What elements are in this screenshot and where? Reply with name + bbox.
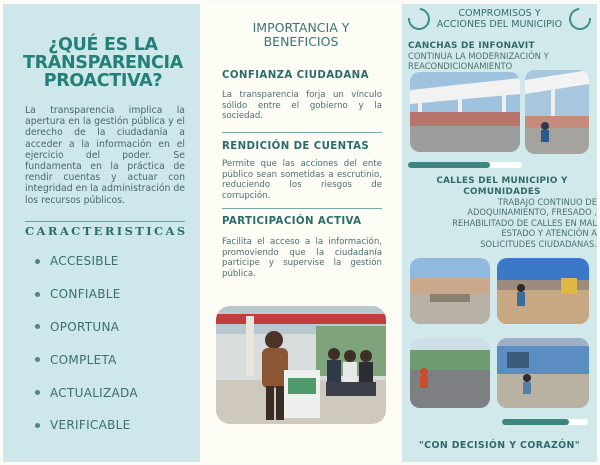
characteristics-heading: CARACTERISTICAS — [25, 224, 188, 238]
section-title-participacion: PARTICIPACIÓN ACTIVA — [222, 216, 362, 227]
list-item — [35, 278, 138, 311]
middle-heading — [202, 21, 400, 49]
intro-paragraph: La transparencia implica la apertura en la gestión pública y el derecho de la ciudadanía a acceder a la información en el ejercicio del poder. Se fundamenta en la práctica de rendir cuentas y actuar con integridad en la administración de los recursos públicos. — [25, 105, 185, 206]
middle-heading-line: BENEFICIOS — [263, 34, 339, 49]
slogan: "CON DECISIÓN Y CORAZÓN" — [418, 440, 581, 451]
progress-bar — [502, 419, 588, 425]
divider — [25, 221, 185, 222]
section-title-line: CALLES DEL MUNICIPIO Y — [436, 176, 568, 186]
court-photo — [525, 70, 589, 154]
divider — [222, 132, 382, 133]
section-text-calles — [412, 197, 597, 249]
court-photo-graphic — [410, 72, 520, 152]
middle-panel — [202, 4, 400, 462]
characteristic-label: CONFIABLE — [50, 287, 121, 302]
street-photo-graphic — [410, 338, 490, 408]
street-photo — [497, 338, 589, 408]
progress-bar-fill — [502, 419, 569, 425]
section-text-line: ESTADO Y ATENCIÓN A — [501, 228, 597, 239]
right-heading — [402, 8, 597, 30]
list-item — [35, 311, 138, 344]
street-photo — [410, 258, 490, 324]
section-title-canchas: CANCHAS DE INFONAVIT — [408, 41, 535, 51]
court-photo — [410, 72, 520, 152]
bullet-icon — [35, 423, 40, 428]
characteristic-label: OPORTUNA — [50, 319, 120, 334]
section-title-line: COMUNIDADES — [463, 186, 541, 197]
right-heading-line: ACCIONES DEL MUNICIPIO — [436, 19, 563, 30]
event-photo — [216, 306, 386, 424]
characteristic-label: COMPLETA — [50, 352, 117, 367]
list-item — [35, 409, 138, 442]
characteristic-label: ACTUALIZADA — [50, 385, 138, 400]
right-heading-line: COMPROMISOS Y — [458, 8, 541, 19]
section-title-confianza: CONFIANZA CIUDADANA — [222, 70, 369, 81]
bullet-icon — [35, 357, 40, 362]
left-title-line: PROACTIVA? — [43, 71, 163, 91]
section-text-participacion: Facilita el acceso a la información, promoviendo que la ciudadanía participe y supervise la gestión pública. — [222, 237, 382, 280]
divider — [222, 208, 382, 209]
street-photo-graphic — [497, 338, 589, 408]
right-panel — [402, 4, 597, 462]
progress-bar-fill — [408, 162, 490, 168]
street-photo-graphic — [410, 258, 490, 324]
street-photo — [497, 258, 589, 324]
section-title-rendicion: RENDICIÓN DE CUENTAS — [222, 141, 370, 152]
bullet-icon — [35, 259, 40, 264]
section-text-canchas: CONTINUA LA MODERNIZACIÓN Y REACONDICIONAMIENTO — [408, 51, 549, 71]
street-photo-graphic — [497, 258, 589, 324]
section-title-calles — [412, 176, 592, 197]
court-photo-graphic — [525, 70, 589, 154]
section-text-line: SOLICITUDES CIUDADANAS. — [480, 238, 597, 249]
left-title — [13, 36, 193, 90]
section-text-confianza: La transparencia forja un vínculo sólido entre el gobierno y la sociedad. — [222, 90, 382, 122]
characteristic-label: ACCESIBLE — [50, 254, 119, 269]
section-text-rendicion: Permite que las acciones del ente público sean sometidas a escrutinio, reduciendo los riesgos de corrupción. — [222, 159, 382, 202]
bullet-icon — [35, 324, 40, 329]
list-item — [35, 376, 138, 409]
bullet-icon — [35, 292, 40, 297]
section-text-line: TRABAJO CONTINUO DE — [497, 197, 597, 207]
left-panel — [3, 4, 200, 462]
left-title-line: TRANSPARENCIA — [22, 53, 184, 73]
characteristics-list — [35, 245, 138, 442]
section-text-line: REHABILITADO DE CALLES EN MAL — [452, 217, 597, 228]
event-photo-graphic — [216, 306, 386, 424]
progress-bar — [408, 162, 522, 168]
bullet-icon — [35, 390, 40, 395]
section-text-line: ADOQUINAMIENTO, FRESADO , — [467, 207, 597, 218]
list-item — [35, 343, 138, 376]
street-photo — [410, 338, 490, 408]
characteristic-label: VERIFICABLE — [50, 418, 131, 433]
list-item — [35, 245, 138, 278]
middle-heading-line: IMPORTANCIA Y — [252, 20, 350, 35]
left-title-line: ¿QUÉ ES LA — [48, 35, 158, 55]
